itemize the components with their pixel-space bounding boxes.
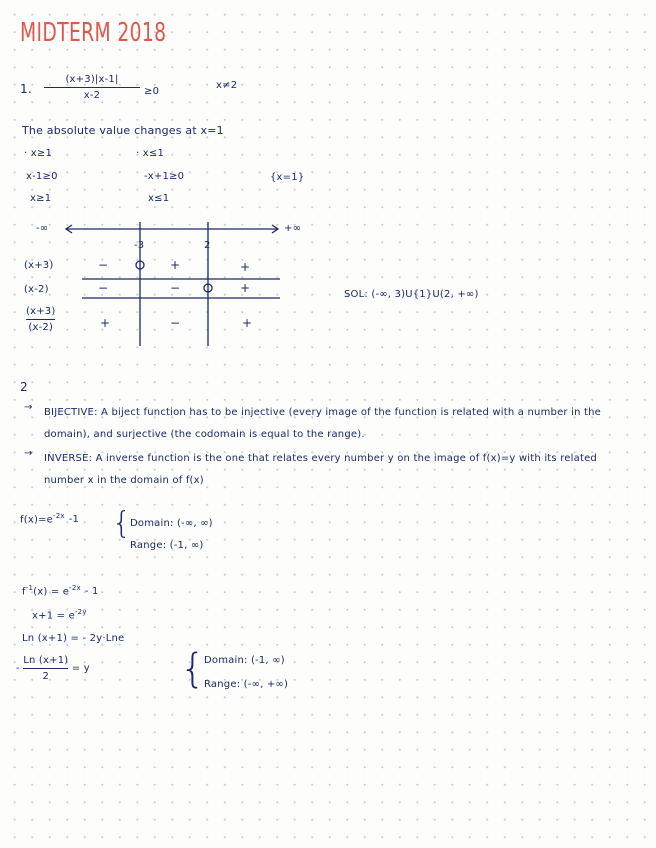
sign-cell: − <box>98 258 109 272</box>
inverse-fraction <box>23 655 68 682</box>
function-domain: Domain: (-∞, ∞) <box>130 518 213 529</box>
brace-icon: { <box>180 646 206 692</box>
tick-minus-3: -3 <box>134 240 145 251</box>
axis-pos-infinity: +∞ <box>284 223 302 234</box>
bullet-arrow: → <box>24 448 33 459</box>
function-rhs: -1 <box>68 514 80 526</box>
sign-cell: + <box>170 258 181 272</box>
inverse-line-2-lhs: x+1 = e <box>32 610 75 622</box>
inverse-line-4 <box>16 655 90 682</box>
inverse-line-2-exponent: -2y <box>74 608 87 616</box>
function-definition <box>20 512 79 525</box>
brace-icon: { <box>112 506 132 541</box>
problem-2-number: 2 <box>20 380 28 394</box>
inverse-text: A inverse function is the one that relates every number y on the image of f(x)=y with its related number x in the domain of f(x) <box>44 453 597 486</box>
case1-step: x-1≥0 <box>26 171 58 182</box>
problem-1-number: 1. <box>20 82 32 96</box>
sign-cell: + <box>240 260 251 274</box>
inequality-numerator: (x+3)|x-1| <box>65 74 119 85</box>
solution: SOL: (-∞, 3)U{1}U(2, +∞) <box>344 289 479 300</box>
page-title: MIDTERM 2018 <box>20 18 167 48</box>
case2-step: -x+1≥0 <box>144 171 185 182</box>
bijective-heading: BIJECTIVE: <box>44 407 98 418</box>
quotient-denominator: (x-2) <box>28 322 54 333</box>
bijective-text: A biject function has to be injective (every image of the function is related with a number in the domain), and surjective (the codomain is equal to the range). <box>44 407 602 440</box>
inverse-f: f <box>22 586 26 598</box>
solution-set-point: {x=1} <box>270 172 305 183</box>
row-label-quotient <box>26 306 55 333</box>
inverse-fraction-denominator: 2 <box>42 671 50 682</box>
abs-value-statement: The absolute value changes at x=1 <box>22 124 224 137</box>
inverse-rhs: - 1 <box>84 586 99 598</box>
function-exponent: -2x <box>52 512 65 520</box>
fraction-bar <box>23 668 68 669</box>
sign-cell: + <box>240 281 251 295</box>
row-label-x-plus-3: (x+3) <box>24 260 54 271</box>
inverse-line-3: Ln (x+1) = - 2y·Lne <box>22 633 125 644</box>
case2-result: x≤1 <box>148 193 170 204</box>
function-range: Range: (-1, ∞) <box>130 540 204 551</box>
quotient-numerator: (x+3) <box>26 306 56 317</box>
inverse-line-2 <box>32 608 87 621</box>
inverse-definition <box>44 448 626 492</box>
inverse-heading: INVERSE: <box>44 453 93 464</box>
case1-condition: · x≥1 <box>24 148 53 159</box>
inverse-mid: (x) = e <box>33 586 70 598</box>
fraction-bar <box>26 319 55 320</box>
inverse-result: = y <box>71 663 90 674</box>
inverse-fraction-numerator: Ln (x+1) <box>23 655 69 666</box>
function-lhs: f(x)=e <box>20 514 53 526</box>
inverse-minus: - <box>16 663 20 674</box>
inverse-domain: Domain: (-1, ∞) <box>204 655 285 666</box>
sign-cell: − <box>98 281 109 295</box>
inverse-line-1 <box>22 584 99 597</box>
inequality-relation: ≥0 <box>144 86 160 97</box>
inequality-denominator: x-2 <box>83 90 101 101</box>
row-label-x-minus-2: (x-2) <box>24 284 49 295</box>
quotient-fraction <box>26 306 55 333</box>
sign-cell: − <box>170 316 181 330</box>
case1-result: x≥1 <box>30 193 52 204</box>
tick-2: 2 <box>204 240 211 251</box>
inverse-range: Range: (-∞, +∞) <box>204 679 289 690</box>
bijective-definition <box>44 402 640 446</box>
sign-cell: − <box>170 281 181 295</box>
axis-neg-infinity: -∞ <box>36 223 49 234</box>
bullet-arrow: → <box>24 402 33 413</box>
inverse-superscript: -1 <box>25 584 34 592</box>
sign-cell: + <box>100 316 111 330</box>
sign-cell: + <box>242 316 253 330</box>
domain-condition: x≠2 <box>216 80 238 91</box>
inverse-exponent: -2x <box>69 584 81 592</box>
case2-condition: · x≤1 <box>136 148 165 159</box>
